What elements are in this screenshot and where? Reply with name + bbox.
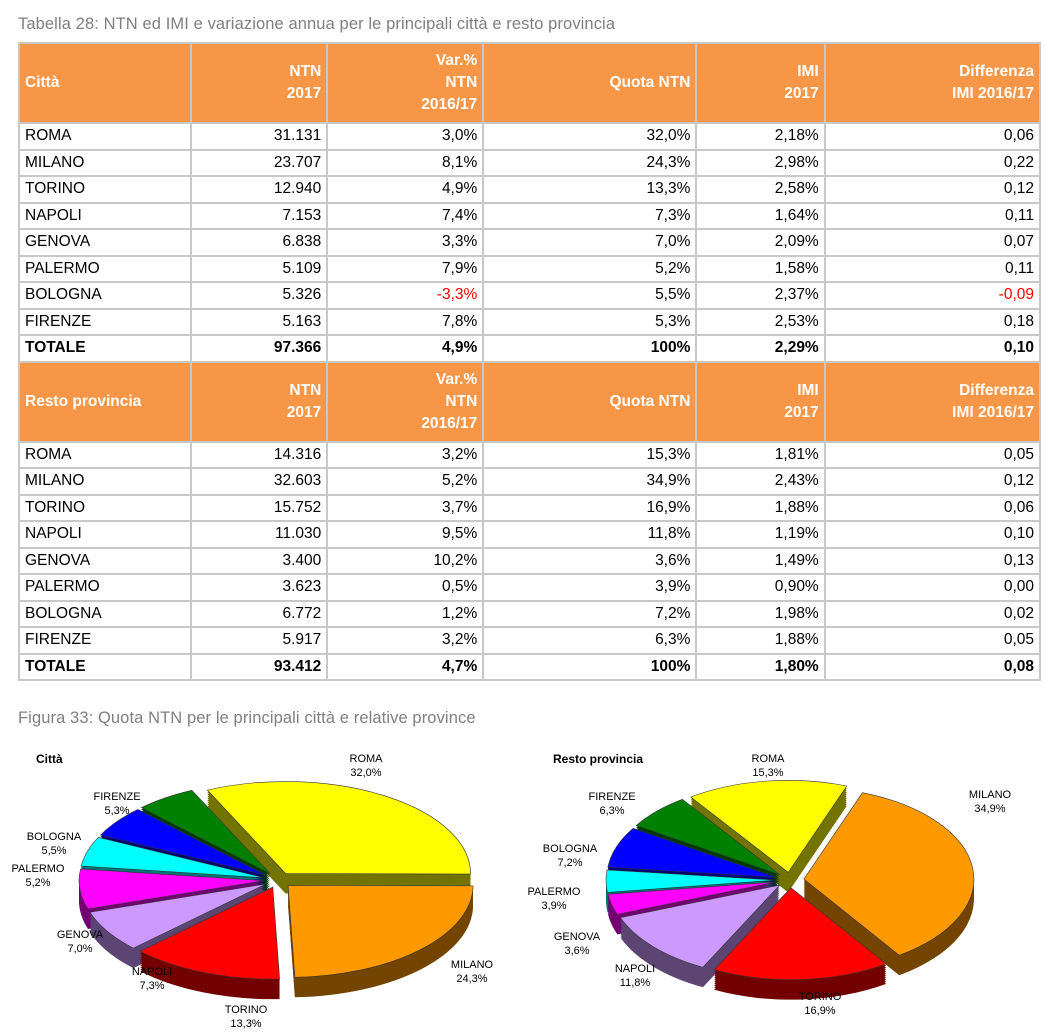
city-cell: PALERMO [19, 256, 191, 283]
value-cell: 6,3% [483, 627, 696, 654]
value-cell: 97.366 [191, 335, 327, 362]
slice-value: 3,6% [564, 945, 590, 957]
column-header: Var.% NTN 2016/17 [327, 43, 483, 123]
value-cell: 3,3% [327, 229, 483, 256]
column-header: NTN 2017 [191, 362, 327, 442]
slice-category: PALERMO [527, 886, 581, 898]
slice-value: 11,8% [619, 977, 651, 989]
value-cell: 34,9% [483, 468, 696, 495]
city-cell: GENOVA [19, 229, 191, 256]
value-cell: 0,07 [825, 229, 1040, 256]
value-cell: 2,43% [696, 468, 824, 495]
column-header: NTN 2017 [191, 43, 327, 123]
value-cell: 23.707 [191, 150, 327, 177]
value-cell: 1,80% [696, 654, 824, 681]
column-header: Resto provincia [19, 362, 191, 442]
value-cell: 0,08 [825, 654, 1040, 681]
city-cell: GENOVA [19, 548, 191, 575]
value-cell: 10,2% [327, 548, 483, 575]
city-cell: FIRENZE [19, 309, 191, 336]
table-row [19, 256, 1040, 283]
value-cell: 0,5% [327, 574, 483, 601]
value-cell: 0,22 [825, 150, 1040, 177]
value-cell: 1,88% [696, 495, 824, 522]
slice-value: 3,9% [541, 900, 567, 912]
slice-category: BOLOGNA [542, 843, 598, 855]
table-row [19, 574, 1040, 601]
value-cell: 8,1% [327, 150, 483, 177]
slice-label [350, 752, 383, 780]
table-row [19, 627, 1040, 654]
city-cell: NAPOLI [19, 521, 191, 548]
city-cell: BOLOGNA [19, 282, 191, 309]
pie-chart-citta [0, 740, 520, 1036]
value-cell: 5.917 [191, 627, 327, 654]
slice-value: 6,3% [599, 805, 625, 817]
slice-value: 15,3% [752, 767, 784, 779]
value-cell: 32,0% [483, 123, 696, 150]
value-cell: 2,98% [696, 150, 824, 177]
value-cell: 3,2% [327, 442, 483, 469]
value-cell: 0,10 [825, 521, 1040, 548]
table-row [19, 203, 1040, 230]
city-cell: MILANO [19, 150, 191, 177]
table-row [19, 548, 1040, 575]
value-cell: 0,13 [825, 548, 1040, 575]
slice-value: 13,3% [230, 1018, 262, 1030]
slice-label [57, 928, 103, 956]
value-cell: 5,2% [327, 468, 483, 495]
value-cell: 32.603 [191, 468, 327, 495]
table-row [19, 229, 1040, 256]
value-cell: 7,9% [327, 256, 483, 283]
value-cell: 0,11 [825, 256, 1040, 283]
value-cell: -3,3% [327, 282, 483, 309]
value-cell: 5.109 [191, 256, 327, 283]
slice-value: 5,5% [41, 845, 67, 857]
slice-value: 32,0% [350, 767, 382, 779]
value-cell: 2,09% [696, 229, 824, 256]
value-cell: 14.316 [191, 442, 327, 469]
value-cell: 3,0% [327, 123, 483, 150]
slice-value: 24,3% [456, 973, 488, 985]
value-cell: 0,05 [825, 442, 1040, 469]
value-cell: 1,58% [696, 256, 824, 283]
value-cell: 93.412 [191, 654, 327, 681]
city-cell: FIRENZE [19, 627, 191, 654]
slice-category: TORINO [224, 1004, 268, 1016]
slice-label [132, 965, 172, 993]
value-cell: 31.131 [191, 123, 327, 150]
pie-slice-milano [288, 885, 473, 997]
column-header: Differenza IMI 2016/17 [825, 43, 1040, 123]
value-cell: 100% [483, 654, 696, 681]
table-row [19, 468, 1040, 495]
value-cell: 15,3% [483, 442, 696, 469]
value-cell: 0,90% [696, 574, 824, 601]
value-cell: 9,5% [327, 521, 483, 548]
value-cell: -0,09 [825, 282, 1040, 309]
value-cell: 0,10 [825, 335, 1040, 362]
value-cell: 2,58% [696, 176, 824, 203]
pie-svg [520, 740, 1040, 1036]
column-header: IMI 2017 [696, 43, 824, 123]
value-cell: 4,7% [327, 654, 483, 681]
city-cell: BOLOGNA [19, 601, 191, 628]
value-cell: 7,4% [327, 203, 483, 230]
slice-label [615, 962, 655, 990]
value-cell: 4,9% [327, 176, 483, 203]
pie-svg [0, 740, 520, 1036]
slice-category: MILANO [968, 789, 1012, 801]
city-cell: TOTALE [19, 654, 191, 681]
value-cell: 100% [483, 335, 696, 362]
value-cell: 3.623 [191, 574, 327, 601]
value-cell: 4,9% [327, 335, 483, 362]
value-cell: 3,9% [483, 574, 696, 601]
value-cell: 0,05 [825, 627, 1040, 654]
slice-category: TORINO [798, 991, 842, 1003]
value-cell: 7,3% [483, 203, 696, 230]
city-cell: ROMA [19, 123, 191, 150]
ntn-imi-table [18, 42, 1041, 681]
city-cell: MILANO [19, 468, 191, 495]
value-cell: 0,06 [825, 123, 1040, 150]
city-cell: NAPOLI [19, 203, 191, 230]
figure-caption: Figura 33: Quota NTN per le principali città e relative province [18, 709, 476, 727]
slice-category: FIRENZE [588, 791, 636, 803]
value-cell: 1,19% [696, 521, 824, 548]
value-cell: 7,8% [327, 309, 483, 336]
city-cell: TORINO [19, 495, 191, 522]
slice-value: 5,2% [25, 877, 51, 889]
value-cell: 2,29% [696, 335, 824, 362]
value-cell: 1,81% [696, 442, 824, 469]
value-cell: 16,9% [483, 495, 696, 522]
slice-value: 7,0% [67, 943, 93, 955]
slice-value: 5,3% [104, 805, 130, 817]
value-cell: 7,2% [483, 601, 696, 628]
slice-label [528, 885, 581, 913]
value-cell: 3.400 [191, 548, 327, 575]
value-cell: 5,5% [483, 282, 696, 309]
value-cell: 13,3% [483, 176, 696, 203]
value-cell: 0,02 [825, 601, 1040, 628]
slice-label [225, 1003, 268, 1031]
slice-label [543, 842, 597, 870]
value-cell: 3,7% [327, 495, 483, 522]
slice-label [554, 930, 600, 958]
value-cell: 7,0% [483, 229, 696, 256]
value-cell: 0,18 [825, 309, 1040, 336]
value-cell: 15.752 [191, 495, 327, 522]
value-cell: 7.153 [191, 203, 327, 230]
value-cell: 0,00 [825, 574, 1040, 601]
slice-value: 7,2% [557, 857, 583, 869]
table-row [19, 495, 1040, 522]
value-cell: 2,37% [696, 282, 824, 309]
slice-label [12, 862, 65, 890]
table-row [19, 176, 1040, 203]
slice-label [93, 790, 140, 818]
table-row [19, 150, 1040, 177]
value-cell: 5,3% [483, 309, 696, 336]
slice-label [799, 990, 842, 1018]
value-cell: 0,06 [825, 495, 1040, 522]
slice-category: FIRENZE [93, 791, 141, 803]
total-row [19, 335, 1040, 362]
slice-category: PALERMO [11, 863, 65, 875]
column-header: Quota NTN [483, 43, 696, 123]
value-cell: 0,11 [825, 203, 1040, 230]
column-header: IMI 2017 [696, 362, 824, 442]
value-cell: 3,2% [327, 627, 483, 654]
value-cell: 2,53% [696, 309, 824, 336]
city-cell: ROMA [19, 442, 191, 469]
value-cell: 1,88% [696, 627, 824, 654]
value-cell: 5.326 [191, 282, 327, 309]
value-cell: 0,12 [825, 176, 1040, 203]
value-cell: 1,2% [327, 601, 483, 628]
slice-label [752, 752, 785, 780]
value-cell: 11,8% [483, 521, 696, 548]
slice-label [588, 790, 635, 818]
value-cell: 11.030 [191, 521, 327, 548]
column-header: Var.% NTN 2016/17 [327, 362, 483, 442]
table-caption: Tabella 28: NTN ed IMI e variazione annua per le principali città e resto provincia [18, 15, 616, 33]
slice-value: 16,9% [804, 1005, 836, 1017]
value-cell: 2,18% [696, 123, 824, 150]
slice-label [27, 830, 81, 858]
slice-category: BOLOGNA [26, 831, 82, 843]
column-header: Quota NTN [483, 362, 696, 442]
pie-chart-resto-provincia [520, 740, 1040, 1036]
chart-title: Resto provincia [553, 752, 644, 766]
table-row [19, 601, 1040, 628]
value-cell: 3,6% [483, 548, 696, 575]
slice-value: 34,9% [974, 803, 1006, 815]
slice-category: GENOVA [56, 929, 104, 941]
city-cell: TOTALE [19, 335, 191, 362]
value-cell: 6.838 [191, 229, 327, 256]
slice-category: NAPOLI [614, 963, 656, 975]
value-cell: 24,3% [483, 150, 696, 177]
header-row [19, 43, 1040, 123]
column-header: Differenza IMI 2016/17 [825, 362, 1040, 442]
table-row [19, 442, 1040, 469]
value-cell: 12.940 [191, 176, 327, 203]
value-cell: 1,64% [696, 203, 824, 230]
slice-category: ROMA [751, 753, 785, 765]
column-header: Città [19, 43, 191, 123]
slice-category: GENOVA [553, 931, 601, 943]
chart-title: Città [36, 752, 63, 766]
total-row [19, 654, 1040, 681]
value-cell: 6.772 [191, 601, 327, 628]
table-row [19, 309, 1040, 336]
value-cell: 1,49% [696, 548, 824, 575]
header-row [19, 362, 1040, 442]
city-cell: TORINO [19, 176, 191, 203]
table-row [19, 521, 1040, 548]
value-cell: 5,2% [483, 256, 696, 283]
table-row [19, 123, 1040, 150]
slice-value: 7,3% [139, 980, 165, 992]
slice-label [451, 958, 493, 986]
slice-category: MILANO [450, 959, 494, 971]
slice-label [969, 788, 1011, 816]
value-cell: 1,98% [696, 601, 824, 628]
city-cell: PALERMO [19, 574, 191, 601]
slice-category: NAPOLI [131, 966, 173, 978]
value-cell: 0,12 [825, 468, 1040, 495]
slice-category: ROMA [349, 753, 383, 765]
table-row [19, 282, 1040, 309]
value-cell: 5.163 [191, 309, 327, 336]
